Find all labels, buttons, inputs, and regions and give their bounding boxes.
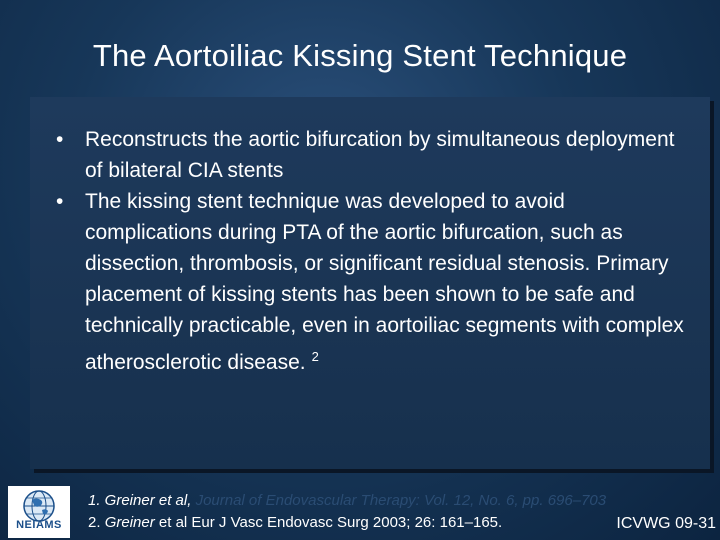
bullet-text: Reconstructs the aortic bifurcation by simultaneous deployment of bilateral CIA stents (85, 128, 675, 182)
reference-1 (88, 490, 718, 512)
citation-superscript: 2 (311, 349, 319, 364)
reference-1-source: Journal of Endovascular Therapy: Vol. 12, No. 6, pp. 696–703 (195, 492, 607, 509)
bullet-item-2 (54, 186, 694, 378)
bullet-marker: • (56, 190, 64, 213)
bullet-item-1 (54, 124, 694, 186)
reference-1-author: 1. Greiner et al, (88, 492, 192, 509)
bullet-marker: • (56, 128, 64, 151)
slide-title: The Aortoiliac Kissing Stent Technique (92, 38, 628, 73)
bullet-text: The kissing stent technique was developed to avoid complications during PTA of the aortic bifurcation, such as dissection, thrombosis, or significant residual stenosis. Primary placement of kissing stents has been shown to be safe and technically practicable, even in aortoiliac segments with complex atherosclerotic disease. (85, 190, 684, 374)
bullet-list (54, 124, 694, 378)
reference-2-author: 2. Greiner (88, 514, 155, 531)
reference-2-source: et al Eur J Vasc Endovasc Surg 2003; 26: 161–165. (158, 514, 503, 531)
logo-label: NEIAMS (16, 519, 62, 531)
slide-code: ICVWG 09-31 (616, 515, 716, 532)
